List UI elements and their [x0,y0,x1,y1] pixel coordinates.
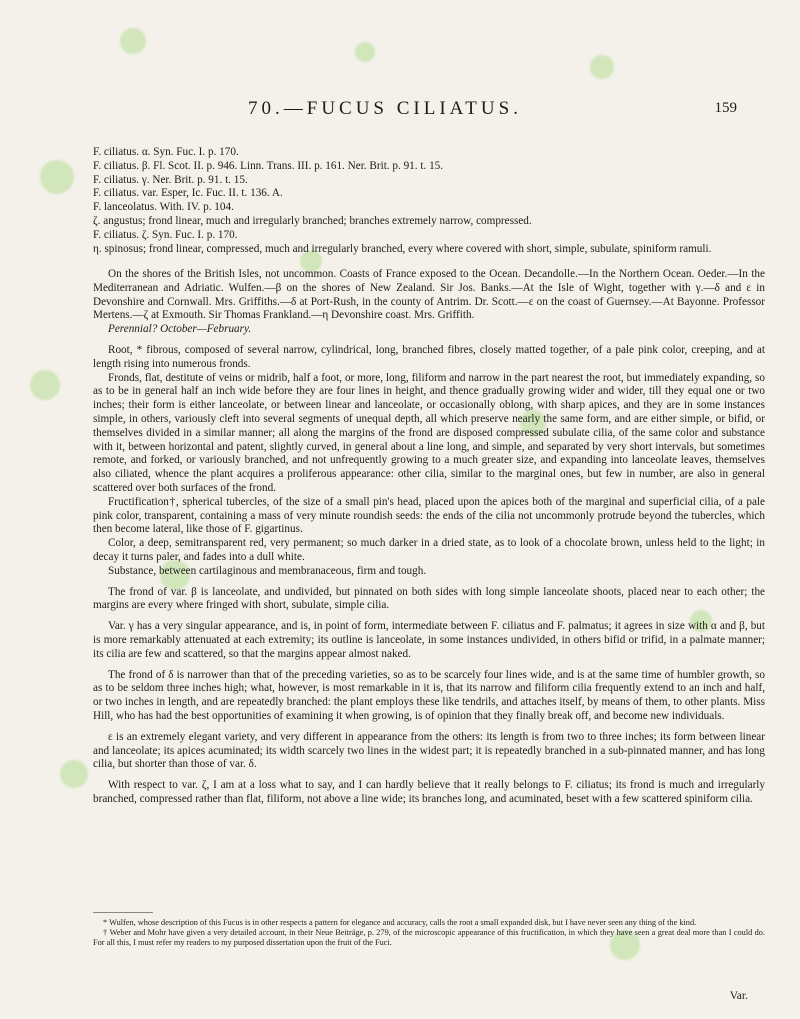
bleed-through-stain [30,370,60,400]
bleed-through-stain [590,55,614,79]
footnote-rule [93,912,153,913]
synonymy-list [93,146,763,256]
variety-delta-paragraph: The frond of δ is narrower than that of the preceding varieties, so as to be scarcely four lines wide, and is at the same time of humbler growth, so as to be seldom three inches high; what, however, is most remarkable in it is, that its narrow and filiform cilia frequently extend to an inch and half, or two inches in length, and are repeatedly branched: the plant employs these like tendrils, and attaches itself, by means of them, to other plants. Miss Hill, who has had the best opportunities of examining it when growing, is of opinion that they finally break off, and become new individuals. [93,668,765,722]
synonym-line: F. ciliatus. β. Fl. Scot. II. p. 946. Linn. Trans. III. p. 161. Ner. Brit. p. 91. t. 15. [93,159,444,172]
synonym-line: ζ. angustus; frond linear, much and irregularly branched; branches extremely narrow, compressed. [93,214,532,227]
variety-beta-paragraph: The frond of var. β is lanceolate, and undivided, but pinnated on both sides with long simple lanceolate shoots, placed near to each other; the margins are every where fringed with short, subulate, simple cilia. [93,585,765,612]
synonym-line: F. ciliatus. var. Esper, Ic. Fuc. II. t. 136. A. [93,187,283,200]
synonym-line: F. ciliatus. ζ. Syn. Fuc. I. p. 170. [93,228,238,241]
synonym-line: F. ciliatus. γ. Ner. Brit. p. 91. t. 15. [93,173,248,186]
substance-paragraph: Substance, between cartilaginous and membranaceous, firm and tough. [108,564,427,577]
bleed-through-stain [120,28,146,54]
synonym-line: η. spinosus; frond linear, compressed, much and irregularly branched, every where covered with short, simple, subulate, spiniform ramuli. [93,242,712,255]
variety-zeta-paragraph: With respect to var. ζ, I am at a loss what to say, and I can hardly believe that it really belongs to F. ciliatus; its frond is much and irregularly branched, compressed rather than flat, filiform, not above a line wide; its branches long, and acuminated, beset with a few scattered spiniform cilia. [93,779,765,805]
catchword: Var. [729,990,748,1002]
page-number: 159 [714,100,737,116]
bleed-through-stain [40,160,74,194]
footnotes [93,918,765,948]
root-paragraph: Root, * fibrous, composed of several narrow, cylindrical, long, branched fibres, closely matted together, of a pale pink color, creeping, and at length rising into numerous fronds. [93,343,765,370]
variety-gamma-paragraph: Var. γ has a very singular appearance, and is, in point of form, intermediate between F. ciliatus and F. palmatus; it agrees in size with α and β, but is more remarkably attenuated at each extremity; its outline is lanceolate, in some instances undivided, in others bifid or trifid, in a palmate manner; its cilia are few and scattered, so that the margins appear almost naked. [93,620,765,660]
bleed-through-stain [60,760,88,788]
bleed-through-stain [355,42,375,62]
footnote: * Wulfen, whose description of this Fucus is in other respects a pattern for elegance and accuracy, calls the root a small expanded disk, but I have never seen any thing of the kind. [103,918,697,927]
running-header [0,98,800,124]
body-text [93,268,765,807]
fronds-paragraph: Fronds, flat, destitute of veins or midrib, half a foot, or more, long, filiform and narrow in the part nearest the root, but immediately expanding, so as to be in general half an inch wide before they are four lines in height, and thence gradually growing wider and wider, till they equal one or two inches; their form is either lanceolate, or between linear and lanceolate, or occasionally oblong, with sharp apices, and they are in some instances simple, in others, variously cleft into several segments of unequal depth, all which preserve nearly the same form, and are either simple, or bifid, or themselves divided in a similar manner; all along the margins of the frond are disposed compressed subulate cilia, of the same color and substance with it, between horizontal and patent, slightly curved, in general about a line long, and simple, and separated by very short intervals, but sometimes remote, and forked, or variously branched, and not unfrequently growing to a much greater size, and expanding into lanceolate leaves, themselves also ciliated, whence the plant acquires a proliferous appearance: other cilia, similar to the marginal ones, but few in number, are also in general scattered over both surfaces of the frond. [93,371,765,494]
duration-line: Perennial? October—February. [108,323,252,336]
habitat-paragraph: On the shores of the British Isles, not uncommon. Coasts of France exposed to the Ocean. Decandolle.—In the Northern Ocean. Oeder.—In the Mediterranean and Adriatic. Wulfen.—β on the shores of New Zealand. Sir Jos. Banks.—At the Isle of Wight, together with γ.—δ and ε in Devonshire and Cornwall. Mrs. Griffiths.—δ at Port-Rush, in the county of Antrim. Dr. Scott.—ε on the coast of Guernsey.—At Bayonne. Professor Mertens.—ζ at Exmouth. Sir Thomas Frankland.—η Devonshire coast. Mrs. Griffith. [93,268,765,322]
synonym-line: F. ciliatus. α. Syn. Fuc. I. p. 170. [93,146,239,158]
page-title: 70.—FUCUS CILIATUS. [248,98,522,119]
footnote: † Weber and Mohr have given a very detailed account, in their Neue Beiträge, p. 279, of the microscopic appearance of this fructification, in which they have seen a great deal more than I could do. For all this, I must refer my readers to my purposed dissertation upon the fruit of the Fuci. [93,928,765,947]
variety-epsilon-paragraph: ε is an extremely elegant variety, and very different in appearance from the others: its length is from two to three inches; its form between linear and lanceolate; its apices acuminated; its width scarcely two lines in the widest part; it is repeatedly branched in a sub-pinnated manner, and has long cilia, but shorter than those of var. δ. [93,730,765,771]
color-paragraph: Color, a deep, semitransparent red, very permanent; so much darker in a dried state, as to look of a chocolate brown, unless held to the light; in decay it turns paler, and fades into a dull white. [93,537,765,563]
fructification-paragraph: Fructification†, spherical tubercles, of the size of a small pin's head, placed upon the apices both of the marginal and superficial cilia, of a pale pink color, transparent, containing a mass of very minute roundish seeds: the ends of the cilia not uncommonly protrude beyond the tubercles, which then become lateral, like those of F. gigartinus. [93,495,765,536]
synonym-line: F. lanceolatus. With. IV. p. 104. [93,201,234,214]
